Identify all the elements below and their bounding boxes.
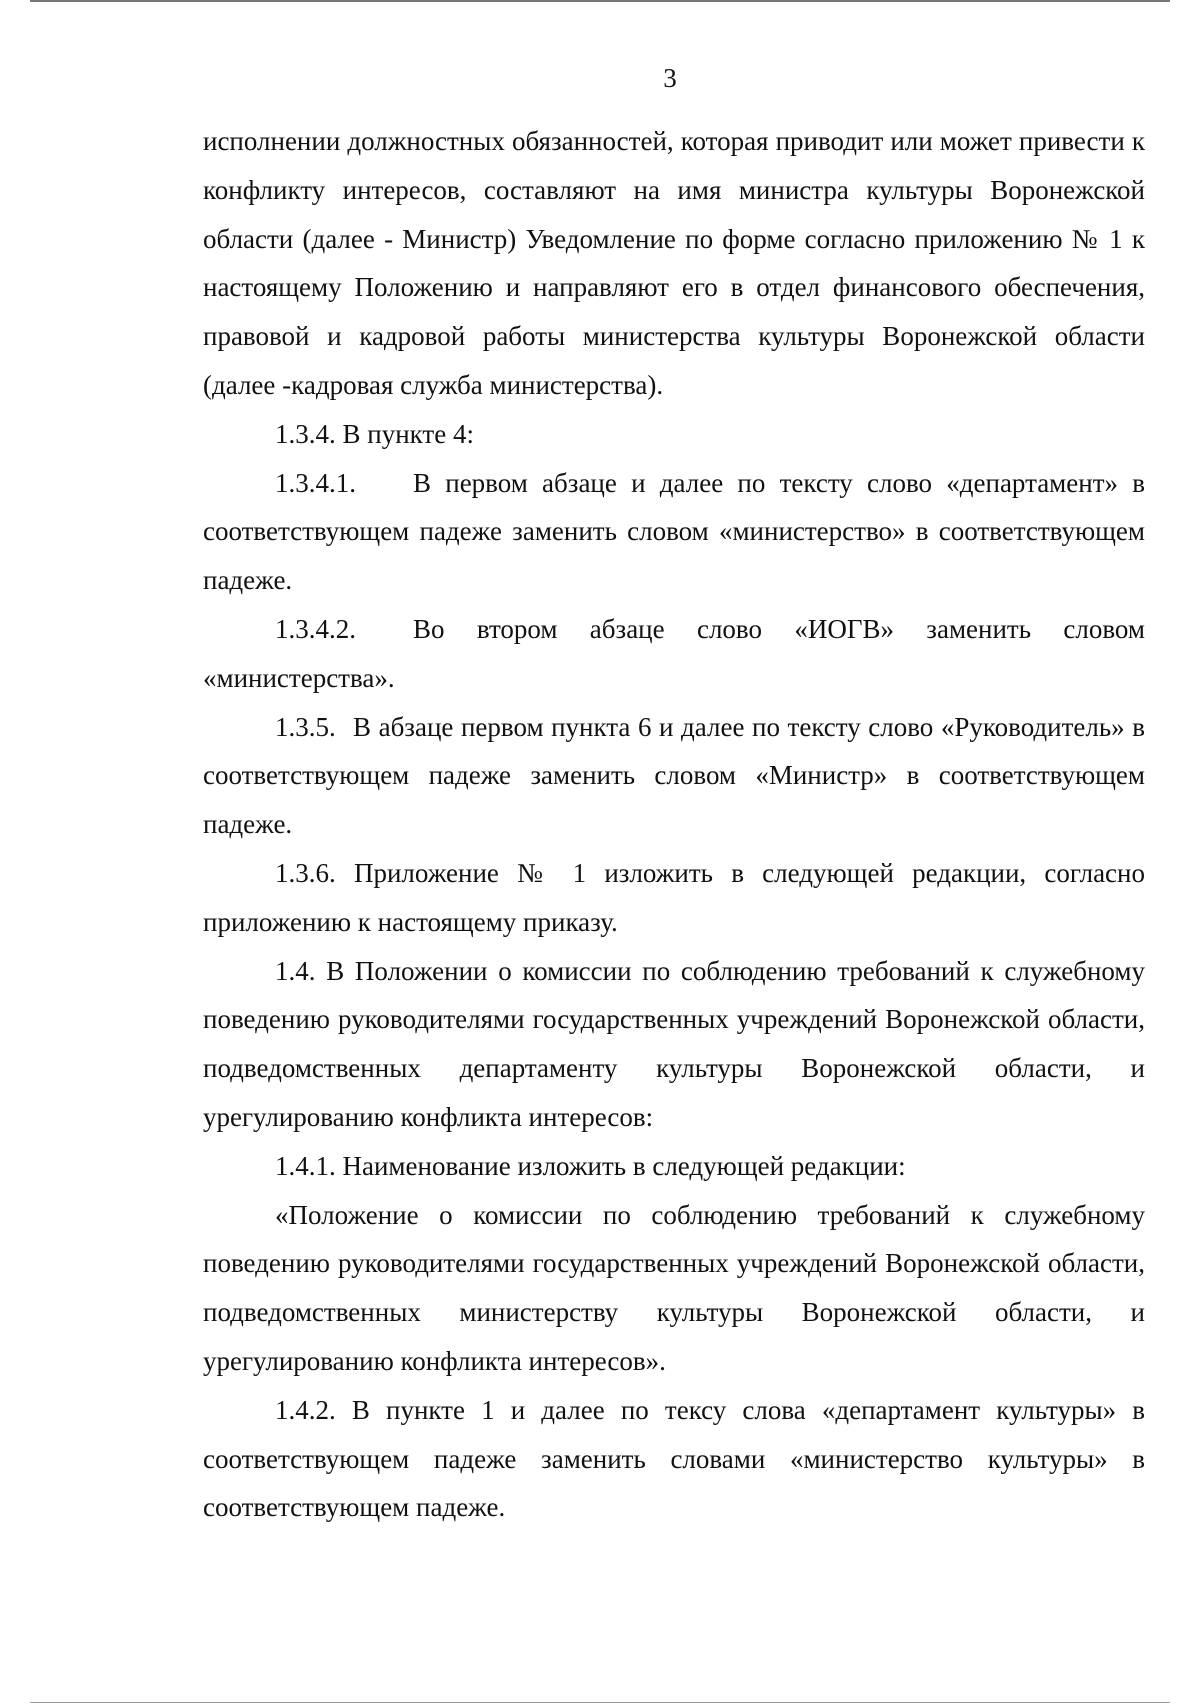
paragraph-number: 1.3.4.1. xyxy=(275,467,356,498)
paragraph-1-3-5 xyxy=(203,703,1145,849)
paragraph-number: 1.3.5. xyxy=(275,711,336,742)
document-body xyxy=(203,117,1145,1532)
paragraph-1-3-4: 1.3.4. В пункте 4: xyxy=(275,418,474,449)
paragraph-text: Во втором абзаце слово «ИОГВ» заменить словом «министерства». xyxy=(203,613,1145,693)
paragraph-1-4: 1.4. В Положении о комиссии по соблюдению требований к служебному поведению руководителями государственных учреждений Воронежской области, подведомственных департаменту культуры Воронежской области, и урегулированию конфликта интересов: xyxy=(203,955,1145,1132)
paragraph-number: 1.3.4.2. xyxy=(275,613,356,644)
paragraph-new-title-quote: «Положение о комиссии по соблюдению требований к служебному поведению руководителями государственных учреждений Воронежской области, подведомственных министерству культуры Воронежской области, и урегулированию конфликта интересов». xyxy=(203,1199,1145,1376)
paragraph-text: В первом абзаце и далее по тексту слово «департамент» в соответствующем падеже заменить словом «министерство» в соответствующем падеже. xyxy=(203,467,1145,596)
paragraph-1-4-1: 1.4.1. Наименование изложить в следующей редакции: xyxy=(275,1150,906,1181)
page-number: 3 xyxy=(663,63,677,93)
scan-edge-bottom xyxy=(30,1702,1170,1703)
paragraph-1-3-4-2 xyxy=(203,605,1145,703)
paragraph-1-3-6: 1.3.6. Приложение № 1 изложить в следующей редакции, согласно приложению к настоящему приказу. xyxy=(203,857,1145,937)
paragraph-1-3-4-1 xyxy=(203,459,1145,605)
paragraph-text: В абзаце первом пункта 6 и далее по тексту слово «Руководитель» в соответствующем падеже заменить словом «Министр» в соответствующем падеже. xyxy=(203,711,1145,840)
scan-edge-top xyxy=(30,0,1170,2)
paragraph-1-4-2: 1.4.2. В пункте 1 и далее по тексу слова «департамент культуры» в соответствующем падеже заменить словами «министерство культуры» в соответствующем падеже. xyxy=(203,1394,1145,1523)
paragraph-continuation: исполнении должностных обязанностей, которая приводит или может привести к конфликту интересов, составляют на имя министра культуры Воронежской области (далее - Министр) Уведомление по форме согласно приложению № 1 к настоящему Положению и направляют его в отдел финансового обеспечения, правовой и кадровой работы министерства культуры Воронежской области (далее -кадровая служба министерства). xyxy=(203,126,1145,400)
